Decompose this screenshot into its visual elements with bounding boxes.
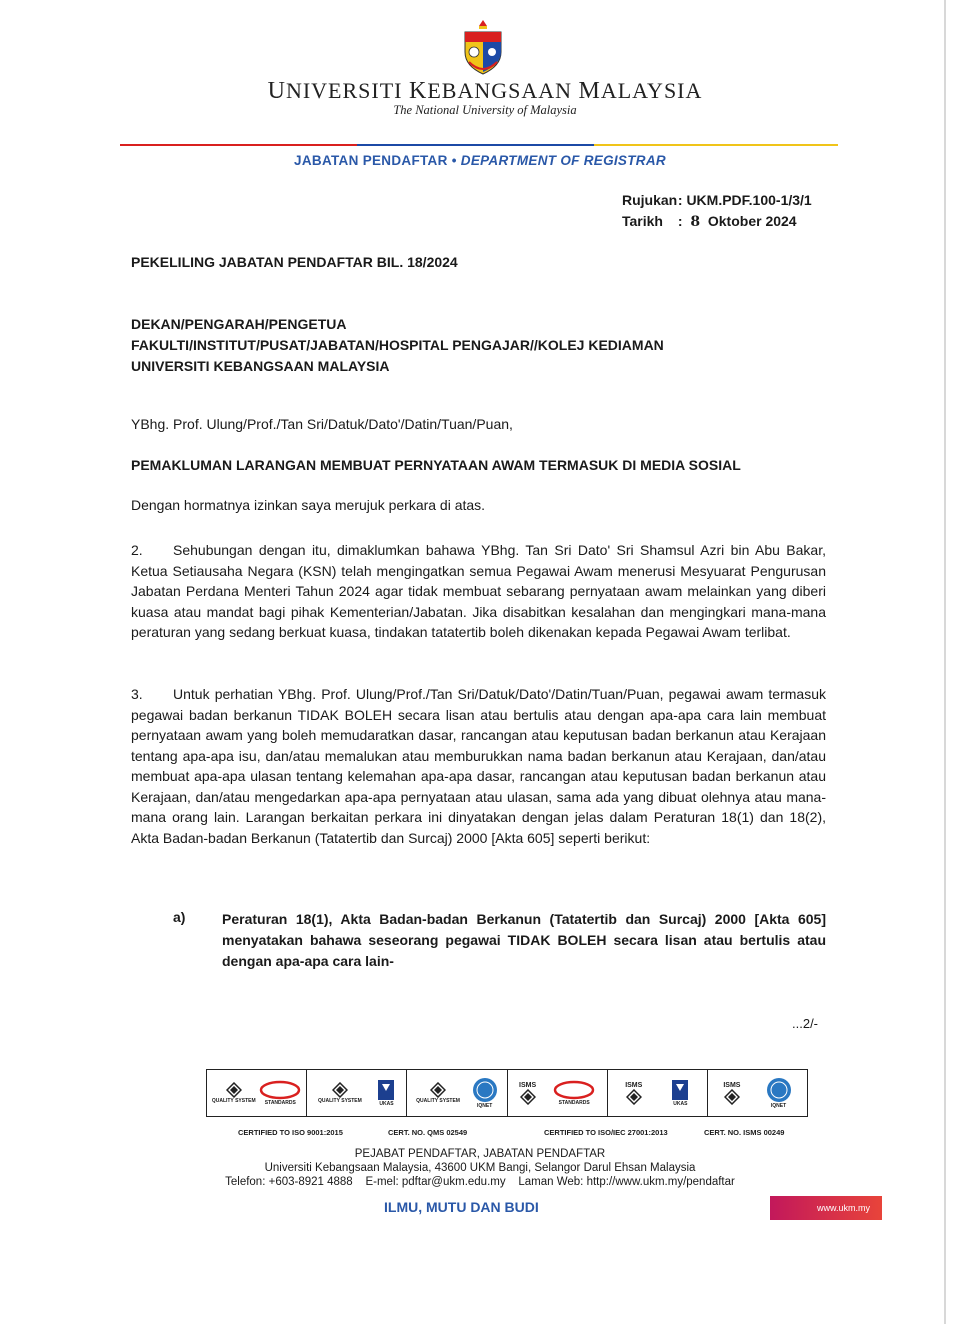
cert-caption: CERTIFIED TO ISO/IEC 27001:2013 <box>544 1128 668 1137</box>
standards-icon: STANDARDS <box>259 1080 301 1106</box>
footer-contact: Telefon: +603-8921 4888 E-mel: pdftar@ukm.edu.my Laman Web: http://www.ukm.my/pendaftar <box>225 1176 735 1188</box>
tricolor-divider <box>120 144 838 146</box>
cert-box <box>508 1070 608 1116</box>
cert-box <box>307 1070 407 1116</box>
quality-system-icon: QUALITY SYSTEM <box>416 1082 460 1104</box>
standards-icon: STANDARDS <box>553 1080 595 1106</box>
page-continuation: ...2/- <box>792 1016 819 1031</box>
isms-icon: ISMS <box>625 1082 642 1105</box>
isms-icon: ISMS <box>519 1082 536 1105</box>
quality-system-icon: QUALITY SYSTEM <box>212 1082 256 1104</box>
reference-block: Rujukan : UKM.PDF.100-1/3/1 Tarikh : 8 Oktober 2024 <box>622 192 812 230</box>
cert-box <box>708 1070 807 1116</box>
iqnet-icon: IQNET <box>766 1077 792 1109</box>
cert-caption: CERT. NO. QMS 02549 <box>388 1128 468 1137</box>
paragraph-3: 3. Untuk perhatian YBhg. Prof. Ulung/Prof./Tan Sri/Datuk/Dato'/Datin/Tuan/Puan, pegawai awam termasuk pegawai badan berkanun TIDAK BOLEH secara lisan atau bertulis atau dengan apa-apa cara lain membuat pernyataan awam yang boleh memudaratkan dasar, rancangan atau keputusan badan berkanun atau Kerajaan tentang apa-apa isu, dan/atau memalukan atau memburukkan nama badan berkanun atau Kerajaan, dan/atau membuat apa-apa ulasan tentang kelemahan apa-apa dasar, rancangan atau keputusan badan berkanun atau Kerajaan, dan/atau mengedarkan apa-apa pernyataan atau ulasan, sama ada yang dibuat olehnya atau mana-mana orang lain. Larangan berkaitan perkara ini dinyatakan dengan jelas dalam Peraturan 18(1) dan 18(2), Akta Badan-badan Berkanun (Tatatertib dan Surcaj) 2000 [Akta 605] seperti berikut: <box>131 686 826 846</box>
subject-heading: PEMAKLUMAN LARANGAN MEMBUAT PERNYATAAN AWAM TERMASUK DI MEDIA SOSIAL <box>131 457 741 473</box>
cert-box <box>207 1070 307 1116</box>
date-day: 8 <box>690 214 701 230</box>
certification-strip <box>206 1069 808 1117</box>
addressee-block <box>131 314 664 377</box>
paragraph-2: 2. Sehubungan dengan itu, dimaklumkan bahawa YBhg. Tan Sri Dato' Sri Shamsul Azri bin Abu Bakar, Ketua Setiausaha Negara (KSN) telah mengingatkan semua Pegawai Awam menerusi Mesyuarat Pengurusan Jabatan Perdana Menteri Tahun 2024 agar tidak membuat sebarang pernyataan awam melainkan yang diberi kuasa atau mandat bagi pihak Kementerian/Jabatan. Jika disabitkan kesalahan dan mengingkari mana-mana peraturan yang sedang berkuat kuasa, tindakan tatatertib boleh dikenakan kepada Pegawai Awam terlibat. <box>131 542 826 640</box>
university-name: UNIVERSITI KEBANGSAAN MALAYSIA <box>267 78 703 104</box>
addressee-line: FAKULTI/INSTITUT/PUSAT/JABATAN/HOSPITAL PENGAJAR//KOLEJ KEDIAMAN <box>131 337 664 353</box>
opening-line: Dengan hormatnya izinkan saya merujuk perkara di atas. <box>131 497 486 513</box>
cert-box <box>407 1070 507 1116</box>
addressee-line: UNIVERSITI KEBANGSAAN MALAYSIA <box>131 358 390 374</box>
ukas-icon: UKAS <box>377 1079 395 1107</box>
date-rest: Oktober 2024 <box>707 213 797 229</box>
cert-caption: CERTIFIED TO ISO 9001:2015 <box>238 1128 343 1137</box>
cert-caption: CERT. NO. ISMS 00249 <box>704 1128 785 1137</box>
motto: ILMU, MUTU DAN BUDI <box>384 1199 539 1215</box>
item-a-label: a) <box>173 909 186 925</box>
university-subtitle: The National University of Malaysia <box>393 103 577 117</box>
addressee-line: DEKAN/PENGARAH/PENGETUA <box>131 316 347 332</box>
footer-office: PEJABAT PENDAFTAR, JABATAN PENDAFTAR <box>354 1148 606 1160</box>
ref-value: : UKM.PDF.100-1/3/1 <box>677 192 812 208</box>
cert-box <box>608 1070 708 1116</box>
date-label: Tarikh <box>622 213 663 229</box>
department-heading: JABATAN PENDAFTAR • DEPARTMENT OF REGISTRAR <box>294 153 666 168</box>
salutation: YBhg. Prof. Ulung/Prof./Tan Sri/Datuk/Dato'/Datin/Tuan/Puan, <box>131 416 513 432</box>
iqnet-icon: IQNET <box>472 1077 498 1109</box>
paragraph-number: 3. <box>131 686 143 702</box>
quality-system-icon: QUALITY SYSTEM <box>318 1082 362 1104</box>
web-tag: www.ukm.my <box>770 1196 882 1220</box>
university-crest-icon <box>459 18 507 78</box>
paragraph-number: 2. <box>131 542 143 558</box>
circular-title: PEKELILING JABATAN PENDAFTAR BIL. 18/2024 <box>131 254 458 270</box>
ukas-icon: UKAS <box>671 1079 689 1107</box>
item-a-text: Peraturan 18(1), Akta Badan-badan Berkanun (Tatatertib dan Surcaj) 2000 [Akta 605] menyatakan bahawa seseorang pegawai TIDAK BOLEH secara lisan atau bertulis atau dengan apa-apa cara lain- <box>222 911 826 969</box>
ref-label: Rujukan <box>622 192 678 208</box>
page-edge-shadow <box>944 0 946 1324</box>
isms-icon: ISMS <box>723 1082 740 1105</box>
footer-address: Universiti Kebangsaan Malaysia, 43600 UKM Bangi, Selangor Darul Ehsan Malaysia <box>264 1162 696 1174</box>
